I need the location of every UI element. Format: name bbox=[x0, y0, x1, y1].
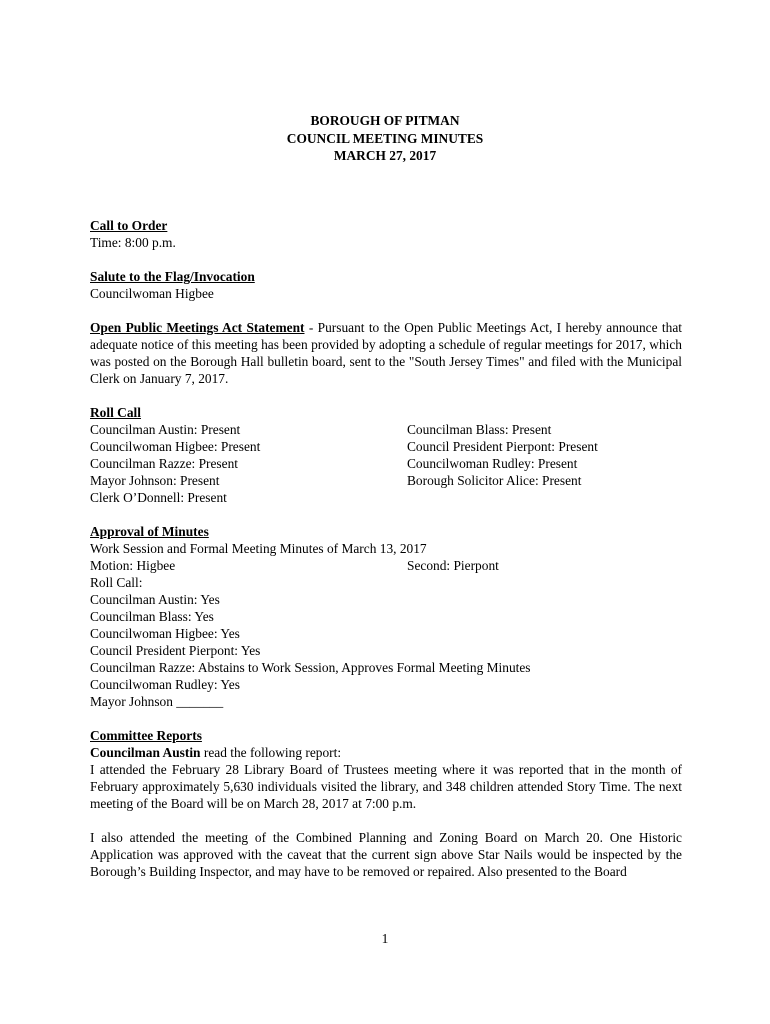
motion-text: Motion: Higbee bbox=[90, 558, 176, 573]
header-date: MARCH 27, 2017 bbox=[333, 148, 437, 163]
committee-intro bbox=[90, 744, 682, 761]
roll-call-entry: Councilwoman Higbee: Present bbox=[90, 439, 261, 454]
roll-call-entry: Mayor Johnson: Present bbox=[90, 473, 220, 488]
committee-heading: Committee Reports bbox=[90, 728, 202, 743]
vote-entry: Councilwoman Rudley: Yes bbox=[90, 677, 240, 692]
salute-text: Councilwoman Higbee bbox=[90, 286, 214, 301]
vote-roll-call-label: Roll Call: bbox=[90, 575, 143, 590]
roll-call-entry: Borough Solicitor Alice: Present bbox=[407, 473, 582, 488]
call-to-order-time: Time: 8:00 p.m. bbox=[90, 235, 176, 250]
opma-text: - Pursuant to the Open Public Meetings Act, I hereby announce that adequate notice of this meeting has been provided by adopting a schedule of regular meetings for 2017, which was posted on the Borough Hall bulletin board, sent to the "South Jersey Times" and filed with the Municipal Clerk on January 7, 2017. bbox=[90, 320, 682, 386]
vote-entry: Councilman Razze: Abstains to Work Session, Approves Formal Meeting Minutes bbox=[90, 660, 531, 675]
roll-call-entry: Councilwoman Rudley: Present bbox=[407, 456, 578, 471]
committee-paragraph-2: I also attended the meeting of the Combined Planning and Zoning Board on March 20. One Historic Application was approved with the caveat that the current sign above Star Nails would be inspected by the Borough’s Building Inspector, and may have to be removed or repaired. Also presented to the Board bbox=[90, 830, 682, 879]
roll-call-entry: Clerk O’Donnell: Present bbox=[90, 490, 227, 505]
committee-intro-text: read the following report: bbox=[200, 745, 342, 760]
second-text: Second: Pierpont bbox=[407, 558, 499, 573]
roll-call-entry: Council President Pierpont: Present bbox=[407, 439, 598, 454]
vote-entry: Councilman Austin: Yes bbox=[90, 592, 220, 607]
motion-row bbox=[90, 557, 682, 574]
document-body bbox=[90, 217, 682, 880]
roll-call-left bbox=[90, 421, 407, 506]
header-title: COUNCIL MEETING MINUTES bbox=[286, 130, 484, 146]
roll-call-heading: Roll Call bbox=[90, 405, 141, 420]
page-number: 1 bbox=[381, 931, 389, 946]
document-header bbox=[0, 112, 770, 165]
roll-call-entry: Councilman Austin: Present bbox=[90, 422, 241, 437]
approval-item: Work Session and Formal Meeting Minutes of March 13, 2017 bbox=[90, 541, 427, 556]
committee-speaker: Councilman Austin bbox=[90, 745, 201, 760]
vote-entry: Mayor Johnson _______ bbox=[90, 694, 224, 709]
approval-heading: Approval of Minutes bbox=[90, 524, 209, 539]
vote-entry: Council President Pierpont: Yes bbox=[90, 643, 261, 658]
salute-heading: Salute to the Flag/Invocation bbox=[90, 269, 255, 284]
header-borough: BOROUGH OF PITMAN bbox=[310, 113, 460, 128]
roll-call-entry: Councilman Razze: Present bbox=[90, 456, 238, 471]
roll-call-entry: Councilman Blass: Present bbox=[407, 422, 552, 437]
opma-paragraph bbox=[90, 319, 682, 387]
roll-call-right bbox=[407, 421, 682, 506]
call-to-order-heading: Call to Order bbox=[90, 218, 168, 233]
roll-call-columns bbox=[90, 421, 682, 506]
vote-entry: Councilman Blass: Yes bbox=[90, 609, 214, 624]
committee-paragraph-1: I attended the February 28 Library Board of Trustees meeting where it was reported that in the month of February approximately 5,630 individuals visited the library, and 348 children attended Story Time. The next meeting of the Board will be on March 28, 2017 at 7:00 p.m. bbox=[90, 762, 682, 811]
opma-heading: Open Public Meetings Act Statement bbox=[90, 320, 305, 335]
vote-entry: Councilwoman Higbee: Yes bbox=[90, 626, 240, 641]
